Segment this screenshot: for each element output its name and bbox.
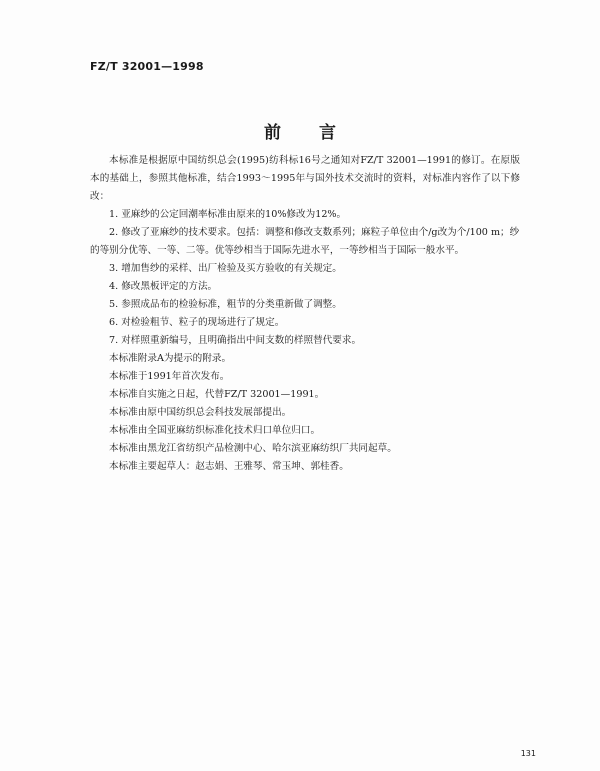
page-title: 前言 — [264, 123, 374, 143]
modification-item-2: 2. 修改了亚麻纱的技术要求。包括：调整和修改支数系列；麻粒子单位由个/g改为个/100 m；纱的等别分优等、一等、二等。优等纱相当于国际先进水平，一等纱相当于国际一般水平。 — [90, 227, 520, 256]
closing-line-first-issue: 本标准于1991年首次发布。 — [109, 371, 230, 382]
closing-line-appendix: 本标准附录A为提示的附录。 — [109, 353, 232, 364]
modification-item-1: 1. 亚麻纱的公定回潮率标准由原来的10%修改为12%。 — [109, 209, 347, 220]
closing-line-drafters: 本标准主要起草人：赵志娟、王雅琴、常玉坤、郭桂香。 — [109, 461, 349, 472]
modification-item-3: 3. 增加售纱的采样、出厂检验及买方验收的有关规定。 — [109, 263, 342, 274]
closing-line-replaces: 本标准自实施之日起，代替FZ/T 32001—1991。 — [109, 389, 325, 400]
foreword-body — [90, 152, 520, 476]
standard-number-header: FZ/T 32001—1998 — [90, 60, 204, 73]
closing-line-managed-by: 本标准由全国亚麻纺织标准化技术归口单位归口。 — [109, 425, 321, 436]
page-number: 131 — [520, 749, 536, 758]
closing-line-proposed-by: 本标准由原中国纺织总会科技发展部提出。 — [109, 407, 292, 418]
intro-paragraph: 本标准是根据原中国纺织总会(1995)纺科标16号之通知对FZ/T 32001—1991的修订。在原版本的基础上，参照其他标准，结合1993～1995年与国外技术交流时的资料，对标准内容作了以下修改： — [90, 155, 520, 202]
modification-item-5: 5. 参照成品布的检验标准，粗节的分类重新做了调整。 — [109, 299, 342, 310]
modification-item-4: 4. 修改黑板评定的方法。 — [109, 281, 218, 292]
closing-line-drafted-by: 本标准由黑龙江省纺织产品检测中心、哈尔滨亚麻纺织厂共同起草。 — [109, 443, 397, 454]
modification-item-6: 6. 对检验粗节、粒子的现场进行了规定。 — [109, 317, 285, 328]
modification-item-7: 7. 对样照重新编号，且明确指出中间支数的样照替代要求。 — [109, 335, 362, 346]
